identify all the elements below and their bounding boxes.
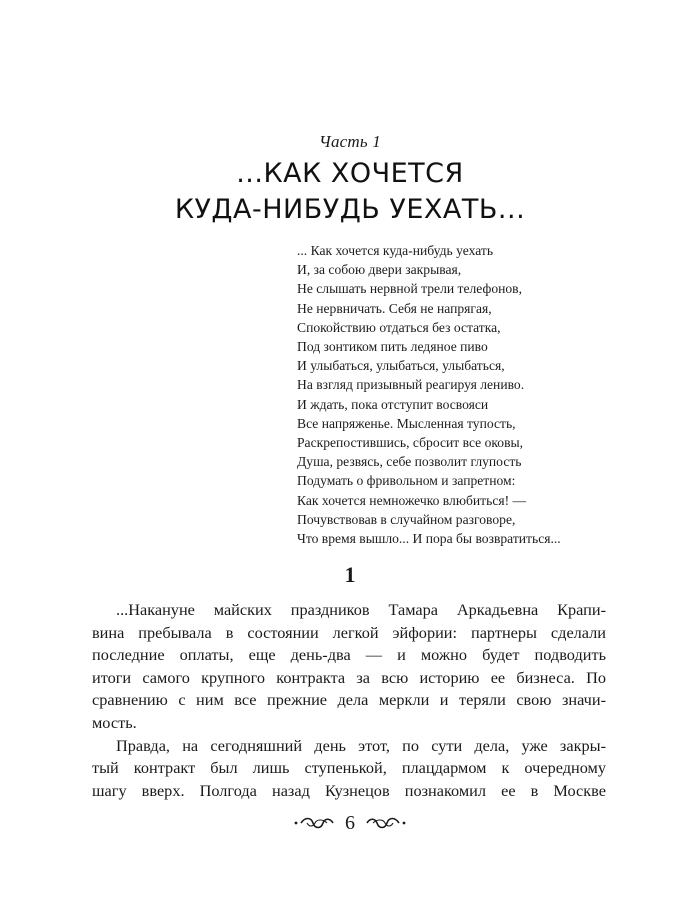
poem-line: Спокойствию отдаться без остатка, — [297, 319, 501, 335]
poem-line: Почувствовав в случайном разговоре, — [297, 511, 516, 527]
body-line: итоги самого крупного контракта за всю историю ее бизнеса. По — [92, 667, 606, 687]
body-line: Правда, на сегодняшний день этот, по сути дела, уже закры- — [116, 735, 606, 755]
epigraph-poem — [297, 241, 677, 548]
body-line: последние оплаты, еще день-два — и можно будет подводить — [92, 645, 606, 665]
poem-line: Как хочется немножечко влюбиться! — — [297, 492, 527, 508]
poem-line: Не нервничать. Себя не напрягая, — [297, 300, 492, 316]
poem-line: Не слышать нервной трели телефонов, — [297, 281, 523, 297]
poem-line: И, за собою двери закрывая, — [297, 262, 462, 278]
flourish-ornament-icon — [293, 815, 337, 831]
body-line: сравнению с ним все прежние дела меркли и теряли свою значи- — [92, 690, 606, 710]
body-line: мость. — [92, 712, 137, 732]
chapter-title-line: КУДА-НИБУДЬ УЕХАТЬ... — [174, 194, 526, 225]
poem-line: Подумать о фривольном и запретном: — [297, 473, 516, 489]
chapter-title-line: ...КАК ХОЧЕТСЯ — [236, 158, 464, 189]
poem-line: Душа, резвясь, себе позволит глупость — [297, 454, 522, 470]
poem-line: И улыбаться, улыбаться, улыбаться, — [297, 358, 505, 374]
page-footer — [0, 808, 700, 838]
body-line: ...Накануне майских праздников Тамара Аркадьевна Крапи- — [116, 600, 606, 619]
body-line: вина пребывала в состоянии легкой эйфории: партнеры сделали — [92, 622, 606, 642]
chapter-title — [0, 156, 700, 228]
poem-line: Что время вышло... И пора бы возвратиться... — [297, 531, 561, 547]
poem-line: Раскрепостившись, сбросит все оковы, — [297, 435, 524, 451]
page-number: 6 — [345, 812, 355, 834]
flourish-ornament-icon — [363, 815, 407, 831]
poem-line: Под зонтиком пить ледяное пиво — [297, 339, 488, 355]
part-label: Часть 1 — [319, 132, 381, 151]
body-line: тый контракт был лишь ступенькой, плацдармом к очередному — [92, 758, 606, 778]
poem-line: ... Как хочется куда-нибудь уехать — [297, 243, 494, 258]
poem-line: Все напряженье. Мысленная тупость, — [297, 415, 516, 431]
body-text — [92, 599, 606, 802]
poem-line: На взгляд призывный реагируя лениво. — [297, 377, 525, 393]
body-line: шагу вверх. Полгода назад Кузнецов познакомил ее в Москве — [92, 780, 606, 800]
chapter-number: 1 — [344, 562, 356, 587]
poem-line: И ждать, пока отступит восвояси — [297, 396, 489, 412]
